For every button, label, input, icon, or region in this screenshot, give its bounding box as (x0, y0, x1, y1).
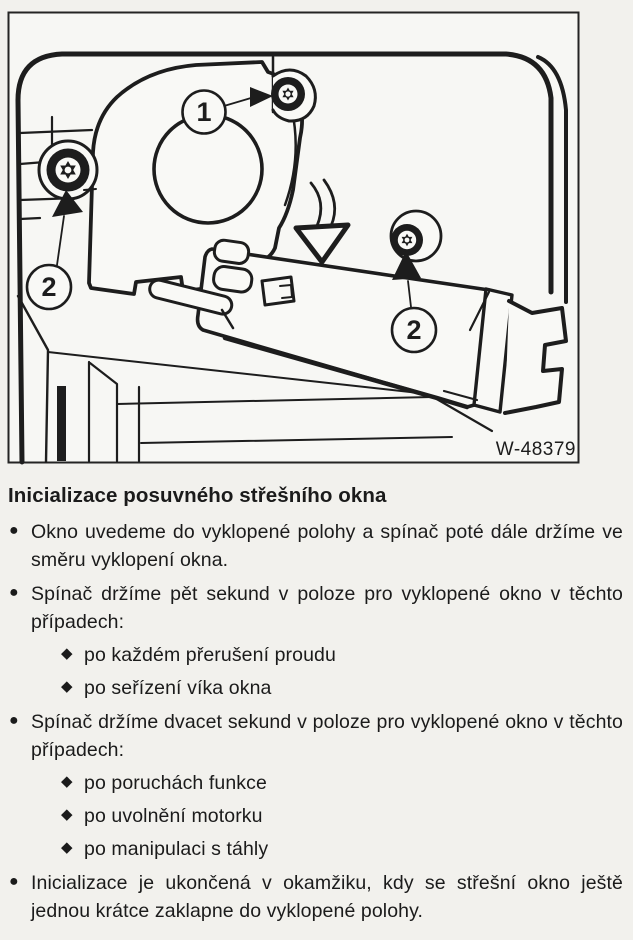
section-title: Inicializace posuvného střešního okna (8, 484, 387, 507)
sub-bullet-item (8, 674, 623, 702)
bullet-text: Spínač držíme dvacet sekund v poloze pro vyklopené okno v těchto případech: (31, 711, 623, 761)
figure-id-label: W-48379 (495, 439, 576, 460)
sub-bullet-item (8, 769, 623, 797)
bullet-item (8, 708, 623, 764)
sub-bullet-item (8, 802, 623, 830)
pillar-bar (57, 386, 66, 461)
sub-bullet-text: po seřízení víka okna (84, 677, 272, 699)
callout-2-left-label: 2 (41, 272, 57, 302)
sub-bullet-text: po manipulaci s táhly (84, 838, 269, 860)
sub-bullet-marker: ◆ (61, 806, 73, 823)
bullet-marker: ● (9, 584, 19, 601)
bullet-text: Okno uvedeme do vyklopené polohy a spínač poté dále držíme ve směru vyklopení okna. (31, 521, 623, 571)
bracket-hole (262, 277, 294, 305)
instructions-section (0, 470, 633, 925)
bullet-marker: ● (9, 522, 19, 539)
torx-screw-1-icon (271, 77, 305, 111)
sub-bullet-marker: ◆ (61, 678, 73, 695)
sub-bullet-marker: ◆ (61, 645, 73, 662)
sub-bullet-text: po uvolnění motorku (84, 805, 263, 827)
sub-bullet-text: po každém přerušení proudu (84, 644, 336, 666)
bullet-marker: ● (9, 873, 19, 890)
sub-bullet-marker: ◆ (61, 839, 73, 856)
callout-1-label: 1 (196, 97, 212, 127)
sub-bullet-item (8, 835, 623, 863)
bullet-text: Inicializace je ukončená v okamžiku, kdy se střešní okno ještě jednou krátce zaklapne do vyklopené polohy. (31, 872, 623, 922)
sub-bullet-text: po poruchách funkce (84, 772, 267, 794)
torx-screw-2-left-icon (39, 141, 97, 199)
bullet-item (8, 869, 623, 925)
sub-bullet-item (8, 641, 623, 669)
bullet-item (8, 580, 623, 636)
bullet-marker: ● (9, 712, 19, 729)
sub-bullet-marker: ◆ (61, 773, 73, 790)
bullet-text: Spínač držíme pět sekund v poloze pro vyklopené okno v těchto případech: (31, 583, 623, 633)
callout-2-right-label: 2 (406, 315, 422, 345)
torx-screw-2-right-icon (391, 211, 441, 261)
bullet-item (8, 518, 623, 574)
